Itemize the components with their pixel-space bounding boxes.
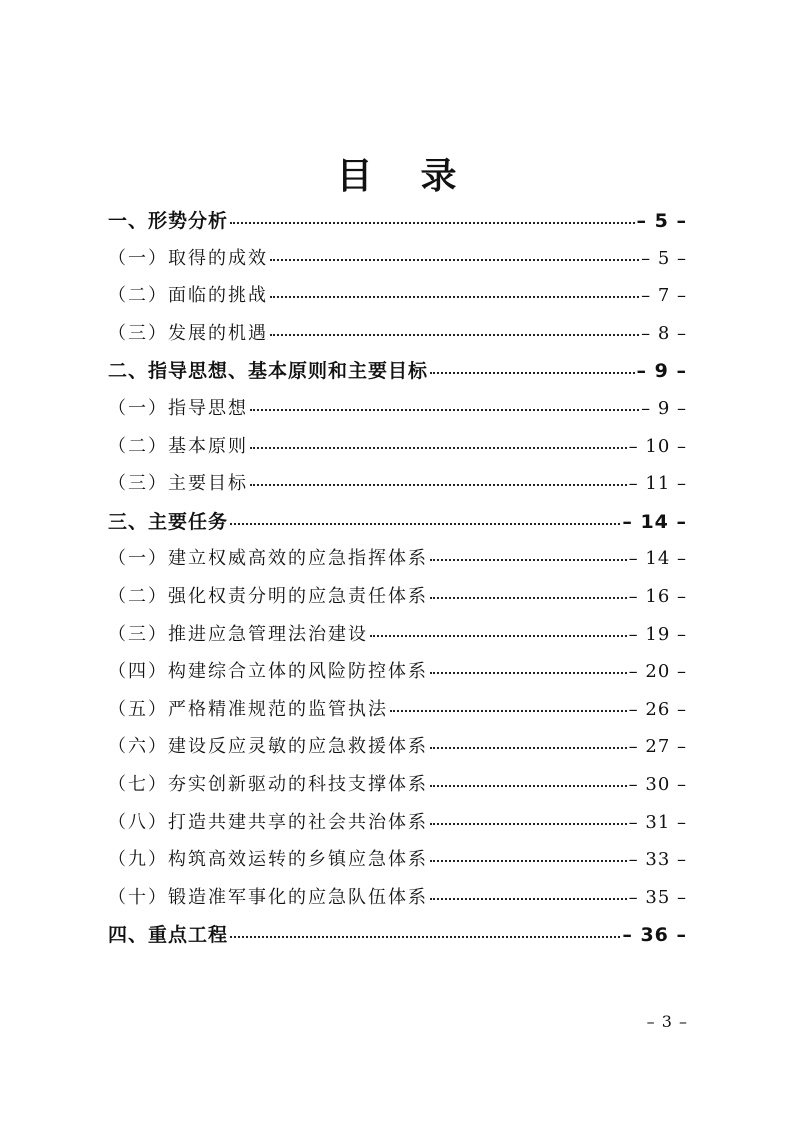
toc-entry-page: – 11 – bbox=[628, 473, 687, 495]
toc-entry-title: （三）主要目标 bbox=[108, 473, 248, 495]
toc-subsection-entry[interactable] bbox=[108, 695, 687, 725]
toc-subsection-entry[interactable] bbox=[108, 544, 687, 574]
toc-section-entry[interactable] bbox=[108, 356, 687, 386]
toc-subsection-entry[interactable] bbox=[108, 319, 687, 349]
toc-entry-title: （三）发展的机遇 bbox=[108, 322, 268, 344]
toc-entry-title: （三）推进应急管理法治建设 bbox=[108, 623, 368, 645]
toc-dot-leader bbox=[430, 597, 627, 599]
toc-entry-title: （五）严格精准规范的监管执法 bbox=[108, 698, 388, 720]
toc-dot-leader bbox=[390, 710, 627, 712]
toc-subsection-entry[interactable] bbox=[108, 657, 687, 687]
toc-entry-title: 三、主要任务 bbox=[108, 510, 229, 533]
toc-dot-leader bbox=[250, 484, 627, 486]
toc-entry-page: – 9 – bbox=[641, 398, 687, 419]
toc-entry-page: – 31 – bbox=[628, 811, 687, 833]
toc-entry-page: – 14 – bbox=[622, 510, 687, 533]
toc-entry-title: 一、形势分析 bbox=[108, 210, 229, 232]
page-title bbox=[0, 148, 793, 199]
toc-entry-page: – 16 – bbox=[628, 586, 687, 607]
toc-entry-title: （一）建立权威高效的应急指挥体系 bbox=[108, 548, 428, 570]
toc-section-entry[interactable] bbox=[108, 920, 687, 950]
toc-entry-page: – 5 – bbox=[636, 210, 687, 232]
page-number: – 3 – bbox=[646, 1012, 688, 1031]
toc-subsection-entry[interactable] bbox=[108, 620, 687, 650]
toc-dot-leader bbox=[270, 296, 639, 298]
toc-dot-leader bbox=[430, 898, 627, 900]
toc-entry-title: （四）构建综合立体的风险防控体系 bbox=[108, 661, 428, 683]
toc-dot-leader bbox=[230, 222, 635, 224]
toc-entry-title: 四、重点工程 bbox=[108, 924, 229, 947]
toc-subsection-entry[interactable] bbox=[108, 281, 687, 311]
toc-dot-leader bbox=[430, 672, 627, 674]
toc-subsection-entry[interactable] bbox=[108, 394, 687, 424]
toc-entry-page: – 7 – bbox=[641, 285, 687, 307]
toc-dot-leader bbox=[430, 559, 627, 561]
toc-entry-title: （九）构筑高效运转的乡镇应急体系 bbox=[108, 849, 428, 871]
toc-section-entry[interactable] bbox=[108, 206, 687, 236]
toc-dot-leader bbox=[430, 372, 635, 374]
toc-dot-leader bbox=[270, 334, 639, 336]
toc-entry-page: – 20 – bbox=[628, 661, 687, 683]
toc-entry-title: （七）夯实创新驱动的科技支撑体系 bbox=[108, 774, 428, 795]
toc-dot-leader bbox=[270, 259, 639, 261]
toc-dot-leader bbox=[430, 860, 627, 862]
title-char-1: 目 bbox=[336, 155, 373, 197]
title-char-2: 录 bbox=[420, 155, 457, 197]
toc-entry-title: （六）建设反应灵敏的应急救援体系 bbox=[108, 736, 428, 758]
toc-entry-title: （一）取得的成效 bbox=[108, 247, 268, 269]
toc-entry-page: – 35 – bbox=[628, 886, 687, 908]
toc-section-entry[interactable] bbox=[108, 507, 687, 537]
toc-entry-page: – 26 – bbox=[628, 698, 687, 720]
toc-dot-leader bbox=[230, 523, 620, 525]
toc-dot-leader bbox=[230, 936, 620, 938]
toc-entry-title: （二）基本原则 bbox=[108, 435, 248, 457]
toc-dot-leader bbox=[430, 785, 627, 787]
toc-entry-page: – 9 – bbox=[636, 360, 687, 383]
toc-subsection-entry[interactable] bbox=[108, 244, 687, 274]
toc-entry-title: （二）面临的挑战 bbox=[108, 285, 268, 307]
toc-subsection-entry[interactable] bbox=[108, 732, 687, 762]
toc-subsection-entry[interactable] bbox=[108, 432, 687, 462]
toc-entry-page: – 10 – bbox=[628, 435, 687, 457]
toc-subsection-entry[interactable] bbox=[108, 845, 687, 875]
toc-subsection-entry[interactable] bbox=[108, 469, 687, 499]
toc-entry-title: （二）强化权责分明的应急责任体系 bbox=[108, 586, 428, 607]
toc-subsection-entry[interactable] bbox=[108, 582, 687, 612]
toc-entry-page: – 27 – bbox=[628, 736, 687, 758]
toc-entry-title: （十）锻造准军事化的应急队伍体系 bbox=[108, 886, 428, 908]
toc-entry-title: 二、指导思想、基本原则和主要目标 bbox=[108, 360, 429, 383]
toc-dot-leader bbox=[430, 747, 627, 749]
toc-subsection-entry[interactable] bbox=[108, 770, 687, 800]
toc-dot-leader bbox=[370, 635, 627, 637]
toc-entry-page: – 30 – bbox=[628, 774, 687, 795]
toc-entry-page: – 33 – bbox=[628, 849, 687, 871]
toc-dot-leader bbox=[250, 447, 627, 449]
toc-entry-title: （八）打造共建共享的社会共治体系 bbox=[108, 811, 428, 833]
toc-entry-page: – 19 – bbox=[628, 623, 687, 645]
toc-entry-title: （一）指导思想 bbox=[108, 398, 248, 419]
toc-entry-page: – 14 – bbox=[628, 548, 687, 570]
toc-entry-page: – 36 – bbox=[622, 924, 687, 947]
toc-dot-leader bbox=[430, 823, 627, 825]
toc-dot-leader bbox=[250, 409, 639, 411]
toc-subsection-entry[interactable] bbox=[108, 808, 687, 838]
toc-entry-page: – 8 – bbox=[641, 322, 687, 344]
toc-entry-page: – 5 – bbox=[641, 247, 687, 269]
toc-subsection-entry[interactable] bbox=[108, 883, 687, 913]
